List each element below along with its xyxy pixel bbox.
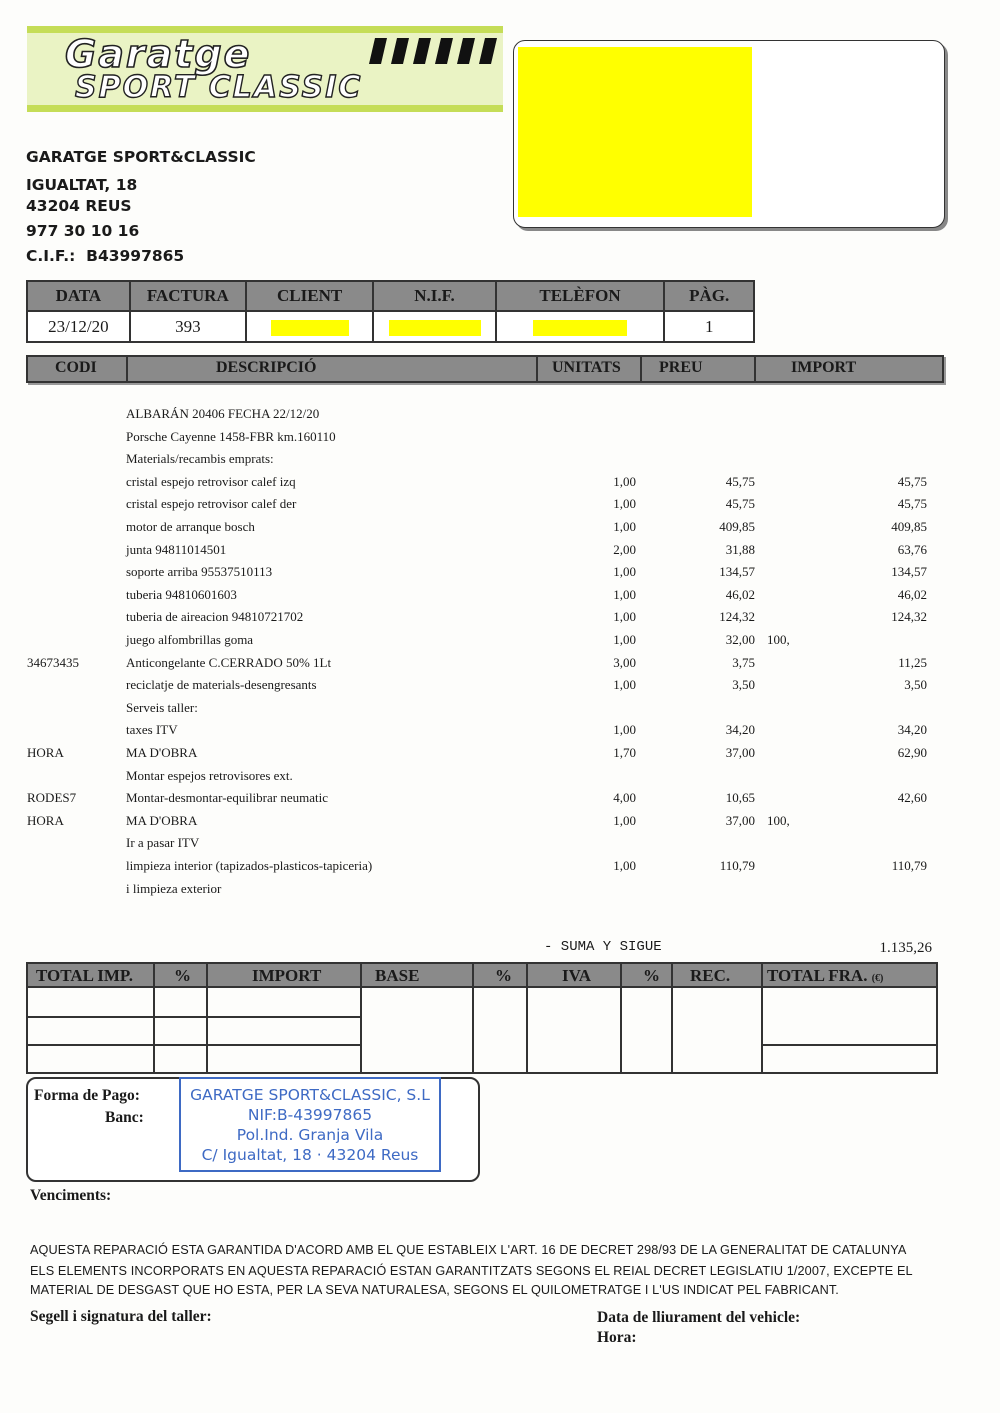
signature-label: Segell i signatura del taller: [30, 1308, 212, 1325]
col-price-label: PREU [659, 359, 703, 376]
invoice-date: 23/12/20 [27, 311, 130, 342]
redacted-nif [389, 320, 481, 336]
line-desc: motor de arranque bosch [126, 519, 255, 534]
line-units: 1,00 [613, 474, 636, 489]
delivery-hour-label: Hora: [597, 1329, 637, 1346]
line-desc: MA D'OBRA [126, 745, 198, 760]
line-price [670, 698, 755, 718]
stamp-line-3: Pol.Ind. Granja Vila [236, 1126, 384, 1144]
line-price: 10,65 [725, 790, 755, 805]
phone-cell [496, 311, 665, 342]
nif-cell [373, 311, 495, 342]
totals-total-imp-label: TOTAL IMP. [36, 966, 133, 985]
line-desc: cristal espejo retrovisor calef der [126, 496, 297, 511]
stamp-line-2: NIF:B-43997865 [247, 1106, 373, 1124]
header-invoice-label: FACTURA [130, 281, 246, 311]
line-price: 3,50 [732, 677, 755, 692]
line-desc: juego alfombrillas goma [126, 632, 254, 647]
totals-pct2-label: % [495, 966, 512, 985]
company-logo [27, 26, 503, 112]
line-units: 2,00 [613, 542, 636, 557]
line-price: 34,20 [725, 722, 755, 737]
line-price [670, 879, 755, 899]
subtotal-label: - SUMA Y SIGUE [544, 939, 662, 955]
totals-header [26, 962, 938, 988]
line-units: 1,00 [613, 519, 636, 534]
line-amount [826, 879, 927, 899]
line-units [560, 833, 636, 853]
line-code: RODES7 [27, 790, 77, 805]
line-desc: Materials/recambis emprats: [126, 451, 274, 466]
lines-header [26, 355, 944, 383]
delivery-date-label: Data de lliurament del vehicle: [597, 1309, 801, 1326]
line-amount: 11,25 [898, 655, 927, 670]
totals-pct3-label: % [643, 966, 660, 985]
line-desc: ALBARÁN 20406 FECHA 22/12/20 [126, 406, 320, 421]
line-units: 1,70 [613, 745, 636, 760]
line-amount [826, 766, 927, 786]
line-amount: 45,75 [897, 474, 927, 489]
company-name: GARATGE SPORT&CLASSIC [26, 148, 256, 166]
line-price: 31,88 [725, 542, 755, 557]
line-desc: tuberia 94810601603 [126, 587, 237, 602]
line-units: 4,00 [613, 790, 636, 805]
stamp-line-1: GARATGE SPORT&CLASSIC, S.L [190, 1086, 430, 1104]
redacted-customer-address [518, 47, 752, 217]
logo-line-1: Garatge [65, 32, 252, 76]
line-units [560, 698, 636, 718]
page-number: 1 [664, 311, 754, 342]
line-desc: limpieza interior (tapizados-plasticos-tapiceria) [126, 858, 373, 873]
line-price: 45,75 [725, 474, 755, 489]
line-units: 1,00 [613, 858, 636, 873]
line-units [560, 879, 636, 899]
line-desc: Anticongelante C.CERRADO 50% 1Lt [126, 655, 332, 670]
line-price: 134,57 [719, 564, 755, 579]
line-units: 1,00 [613, 587, 636, 602]
logo-line-2: SPORT CLASSIC [75, 70, 363, 105]
legal-line-2: ELS ELEMENTS INCORPORATS EN AQUESTA REPARACIÓ ESTAN GARANTITZATS SEGONS EL REIAL DECRET LEGISLATIU 1/2007, EXCEPTE EL [30, 1264, 913, 1278]
col-code-label: CODI [55, 359, 97, 376]
line-price: 37,00 [725, 813, 755, 828]
line-desc: Serveis taller: [126, 700, 198, 715]
cif-value: B43997865 [86, 247, 185, 265]
totals-iva-label: IVA [562, 966, 591, 985]
line-desc: cristal espejo retrovisor calef izq [126, 474, 296, 489]
totals-total-fra-label: TOTAL FRA. (€) [767, 966, 884, 985]
company-address: IGUALTAT, 18 [26, 176, 138, 194]
payment-method-label: Forma de Pago: [34, 1087, 140, 1104]
line-desc: Porsche Cayenne 1458-FBR km.160110 [126, 429, 336, 444]
line-amount [826, 698, 927, 718]
totals-rec-label: REC. [690, 966, 731, 985]
line-units: 1,00 [613, 609, 636, 624]
line-units [560, 449, 636, 469]
line-price [670, 833, 755, 853]
cif-label: C.I.F.: [26, 247, 76, 265]
due-dates-label: Venciments: [30, 1187, 112, 1204]
line-price: 110,79 [719, 858, 755, 873]
line-price: 37,00 [725, 745, 755, 760]
col-desc-label: DESCRIPCIÓ [216, 359, 317, 376]
line-code: 34673435 [27, 655, 79, 670]
line-price: 409,85 [719, 519, 755, 534]
line-amount [826, 833, 927, 853]
totals-table [26, 962, 938, 1074]
redacted-client [271, 320, 349, 336]
stamp-line-4: C/ Igualtat, 18 · 43204 Reus [201, 1146, 419, 1164]
line-units: 1,00 [613, 677, 636, 692]
line-desc: soporte arriba 95537510113 [126, 564, 273, 579]
header-page-label: PÀG. [664, 281, 754, 311]
currency-label: (€) [871, 973, 884, 984]
line-amount [826, 404, 927, 424]
line-price: 3,75 [732, 655, 755, 670]
line-desc: reciclatje de materials-desengresants [126, 677, 317, 692]
line-amount: 409,85 [891, 519, 927, 534]
totals-base-label: BASE [375, 966, 420, 985]
line-price [670, 427, 755, 447]
line-code: HORA [27, 813, 64, 828]
line-amount [826, 630, 927, 650]
line-units [560, 766, 636, 786]
line-units: 1,00 [613, 564, 636, 579]
line-price: 46,02 [725, 587, 755, 602]
line-amount: 134,57 [891, 564, 927, 579]
line-units: 3,00 [613, 655, 636, 670]
header-client-label: CLIENT [246, 281, 374, 311]
line-price [670, 449, 755, 469]
line-amount: 62,90 [897, 745, 927, 760]
line-units [560, 427, 636, 447]
line-desc: taxes ITV [126, 722, 178, 737]
legal-line-3: MATERIAL DE DESGAST QUE HO ESTA, PER LA SEVA NATURALESA, SEGONS EL QUILOMETRATGE I L'US INDICAT PEL FABRICANT. [30, 1283, 839, 1297]
line-price [670, 766, 755, 786]
line-amount: 3,50 [904, 677, 927, 692]
line-price [670, 404, 755, 424]
line-desc: i limpieza exterior [126, 881, 222, 896]
col-amount-label: IMPORT [791, 359, 857, 376]
header-date-label: DATA [27, 281, 130, 311]
line-amount: 46,02 [897, 587, 927, 602]
line-amount: 110,79 [891, 858, 927, 873]
line-code: HORA [27, 745, 64, 760]
company-phone: 977 30 10 16 [26, 222, 140, 240]
line-disc: 100, [767, 632, 790, 647]
line-units: 1,00 [613, 632, 636, 647]
line-amount [826, 811, 927, 831]
header-phone-label: TELÈFON [496, 281, 665, 311]
line-desc: Montar espejos retrovisores ext. [126, 768, 293, 783]
totals-import-label: IMPORT [252, 966, 322, 985]
invoice-number: 393 [130, 311, 246, 342]
line-amount [826, 427, 927, 447]
line-desc: Montar-desmontar-equilibrar neumatic [126, 790, 328, 805]
logo-stripes-icon [367, 36, 497, 66]
line-units: 1,00 [613, 722, 636, 737]
line-units: 1,00 [613, 496, 636, 511]
company-cif [26, 247, 184, 265]
line-amount: 34,20 [897, 722, 927, 737]
redacted-phone [533, 320, 627, 336]
line-amount: 45,75 [897, 496, 927, 511]
line-desc: MA D'OBRA [126, 813, 198, 828]
line-disc: 100, [767, 813, 790, 828]
line-amount: 124,32 [891, 609, 927, 624]
header-nif-label: N.I.F. [373, 281, 495, 311]
line-amount: 42,60 [897, 790, 927, 805]
line-amount: 63,76 [897, 542, 927, 557]
line-units: 1,00 [613, 813, 636, 828]
client-cell [246, 311, 374, 342]
line-desc: tuberia de aireacion 94810721702 [126, 609, 304, 624]
line-desc: junta 94811014501 [126, 542, 227, 557]
col-units-label: UNITATS [552, 359, 621, 376]
line-price: 32,00 [725, 632, 755, 647]
subtotal-value: 1.135,26 [879, 940, 932, 956]
line-price: 45,75 [725, 496, 755, 511]
invoice-header-table [26, 280, 755, 343]
line-desc: Ir a pasar ITV [126, 835, 200, 850]
line-units [560, 404, 636, 424]
totals-pct1-label: % [174, 966, 191, 985]
legal-line-1: AQUESTA REPARACIÓ ESTA GARANTIDA D'ACORD AMB EL QUE ESTABLEIX L'ART. 16 DE DECRET 298/93 DE LA GENERALITAT DE CATALUNYA [30, 1243, 907, 1257]
line-price: 124,32 [719, 609, 755, 624]
company-stamp [179, 1077, 441, 1172]
line-amount [826, 449, 927, 469]
company-city: 43204 REUS [26, 197, 132, 215]
bank-label: Banc: [105, 1109, 144, 1126]
